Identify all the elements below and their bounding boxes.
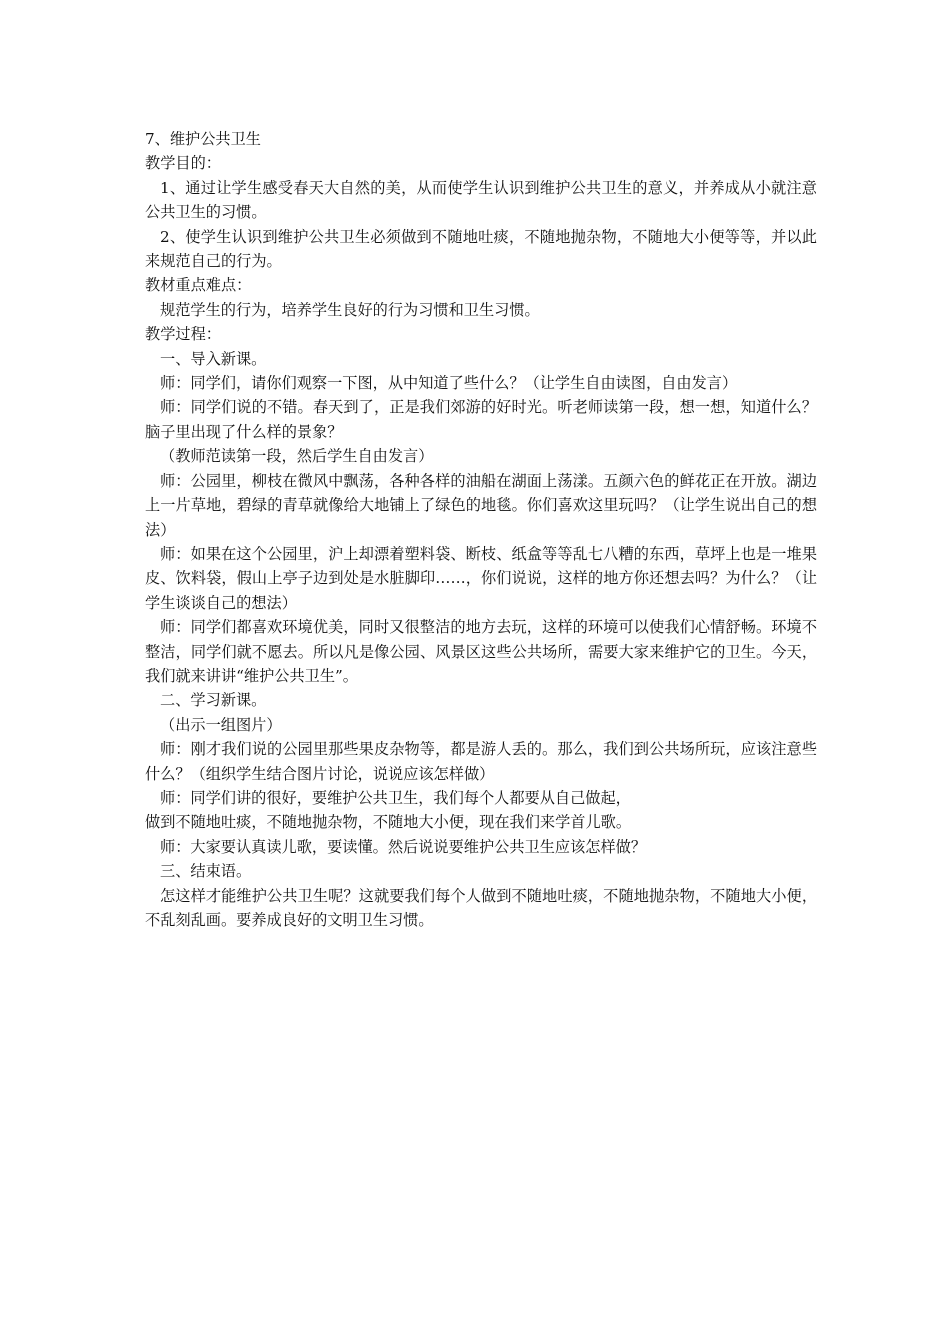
paragraph-line: 师：刚才我们说的公园里那些果皮杂物等，都是游人丢的。那么，我们到公共场所玩，应该注意些什么？（组织学生结合图片讨论，说说应该怎样做） (145, 740, 817, 783)
paragraph-line: 师：同学们都喜欢环境优美，同时又很整洁的地方去玩，这样的环境可以使我们心情舒畅。环境不整洁，同学们就不愿去。所以凡是像公园、风景区这些公共场所，需要大家来维护它的卫生。今天，我们就来讲讲“维护公共卫生”。 (145, 618, 817, 685)
paragraph-line: 做到不随地吐痰，不随地抛杂物，不随地大小便，现在我们来学首儿歌。 (145, 813, 631, 832)
document-body (145, 127, 817, 932)
paragraph-line: 师：公园里，柳枝在微风中飘荡，各种各样的油船在湖面上荡漾。五颜六色的鲜花正在开放。湖边上一片草地，碧绿的青草就像给大地铺上了绿色的地毯。你们喜欢这里玩吗？（让学生说出自己的想法） (145, 471, 817, 539)
paragraph-line: 三、结束语。 (160, 862, 252, 881)
paragraph-line: 师：同学们讲的很好，要维护公共卫生，我们每个人都要从自己做起， (160, 788, 631, 807)
paragraph-line: 师：同学们，请你们观察一下图，从中知道了些什么？（让学生自由读图，自由发言） (160, 374, 738, 393)
paragraph-line: 教学目的： (145, 154, 221, 173)
paragraph-line: 1、通过让学生感受春天大自然的美，从而使学生认识到维护公共卫生的意义，并养成从小就注意公共卫生的习惯。 (145, 178, 817, 222)
paragraph-line: （教师范读第一段，然后学生自由发言） (160, 447, 434, 466)
paragraph-line: 一、导入新课。 (160, 349, 267, 368)
paragraph-line: 师：大家要认真读儿歌，要读懂。然后说说要维护公共卫生应该怎样做？ (160, 837, 646, 856)
paragraph-line: 教学过程： (145, 325, 221, 344)
paragraph-line: 怎这样才能维护公共卫生呢？这就要我们每个人做到不随地吐痰，不随地抛杂物，不随地大小便，不乱刻乱画。要养成良好的文明卫生习惯。 (145, 886, 817, 929)
paragraph-line: 二、学习新课。 (160, 691, 267, 710)
paragraph-line: （出示一组图片） (160, 715, 282, 734)
document-title: 7、维护公共卫生 (145, 130, 261, 148)
paragraph-line: 师：如果在这个公园里，沪上却漂着塑料袋、断枝、纸盒等等乱七八糟的东西，草坪上也是一堆果皮、饮料袋，假山上亭子边到处是水脏脚印……，你们说说，这样的地方你还想去吗？为什么？（让学生谈谈自己的想法） (145, 544, 817, 612)
paragraph-line: 规范学生的行为，培养学生良好的行为习惯和卫生习惯。 (160, 300, 540, 319)
paragraph-list (145, 151, 817, 932)
paragraph-line: 2、使学生认识到维护公共卫生必须做到不随地吐痰，不随地抛杂物，不随地大小便等等，并以此来规范自己的行为。 (145, 227, 817, 271)
paragraph-line: 教材重点难点： (145, 276, 252, 295)
paragraph-line: 师：同学们说的不错。春天到了，正是我们郊游的好时光。听老师读第一段，想一想，知道什么？脑子里出现了什么样的景象？ (145, 398, 817, 441)
